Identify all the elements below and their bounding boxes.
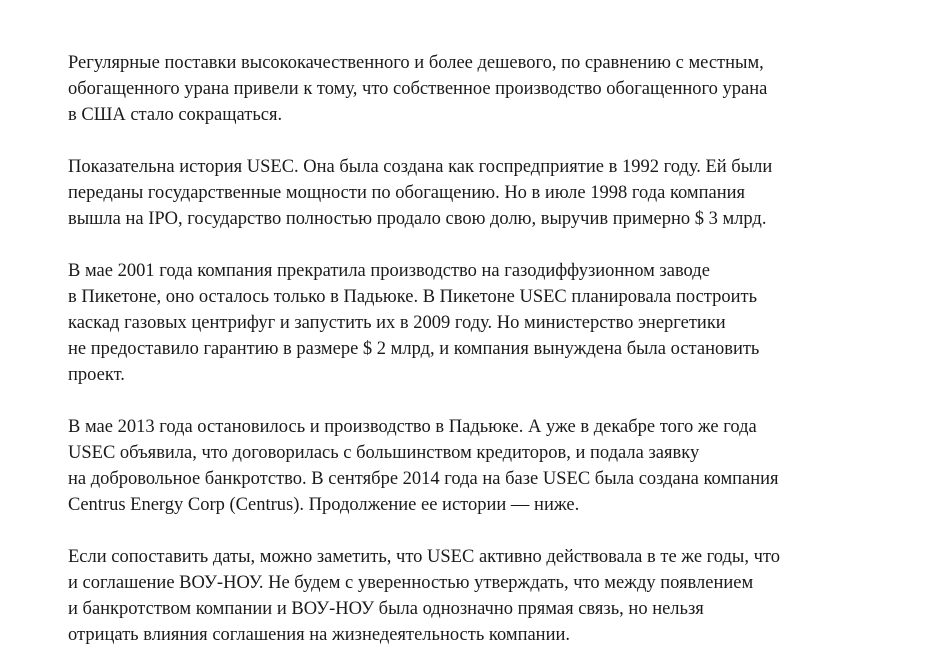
paragraph-1 <box>68 50 918 128</box>
paragraph-2 <box>68 154 918 232</box>
text-line: Регулярные поставки высококачественного и более дешевого, по сравнению с местным, <box>68 53 764 73</box>
text-line: на добровольное банкротство. В сентябре 2014 года на базе USEC была создана компания <box>68 469 779 489</box>
text-line: Если сопоставить даты, можно заметить, что USEC активно действовала в те же годы, что <box>68 547 780 567</box>
text-line: Показательна история USEC. Она была создана как госпредприятие в 1992 году. Ей были <box>68 157 773 177</box>
text-line: в США стало сокращаться. <box>68 105 283 125</box>
text-line: переданы государственные мощности по обогащению. Но в июле 1998 года компания <box>68 183 746 203</box>
text-line: Centrus Energy Corp (Centrus). Продолжение ее истории — ниже. <box>68 495 580 515</box>
paragraph-3 <box>68 258 918 388</box>
text-line: и соглашение ВОУ-НОУ. Не будем с уверенностью утверждать, что между появлением <box>68 573 754 593</box>
text-line: и банкротством компании и ВОУ-НОУ была однозначно прямая связь, но нельзя <box>68 599 704 619</box>
text-line: в Пикетоне, оно осталось только в Падьюке. В Пикетоне USEC планировала построить <box>68 287 758 307</box>
text-line: USEC объявила, что договорилась с большинством кредиторов, и подала заявку <box>68 443 700 463</box>
text-line: обогащенного урана привели к тому, что собственное производство обогащенного урана <box>68 79 768 99</box>
paragraph-5 <box>68 544 918 648</box>
text-line: проект. <box>68 365 125 385</box>
text-line: В мае 2013 года остановилось и производство в Падьюке. А уже в декабре того же года <box>68 417 757 437</box>
text-line: не предоставило гарантию в размере $ 2 млрд, и компания вынуждена была остановить <box>68 339 760 359</box>
text-line: В мае 2001 года компания прекратила производство на газодиффузионном заводе <box>68 261 710 281</box>
text-line: отрицать влияния соглашения на жизнедеятельность компании. <box>68 625 571 645</box>
text-line: каскад газовых центрифуг и запустить их в 2009 году. Но министерство энергетики <box>68 313 726 333</box>
text-line: вышла на IPO, государство полностью продало свою долю, выручив примерно $ 3 млрд. <box>68 209 767 229</box>
article-body <box>68 50 918 648</box>
paragraph-4 <box>68 414 918 518</box>
